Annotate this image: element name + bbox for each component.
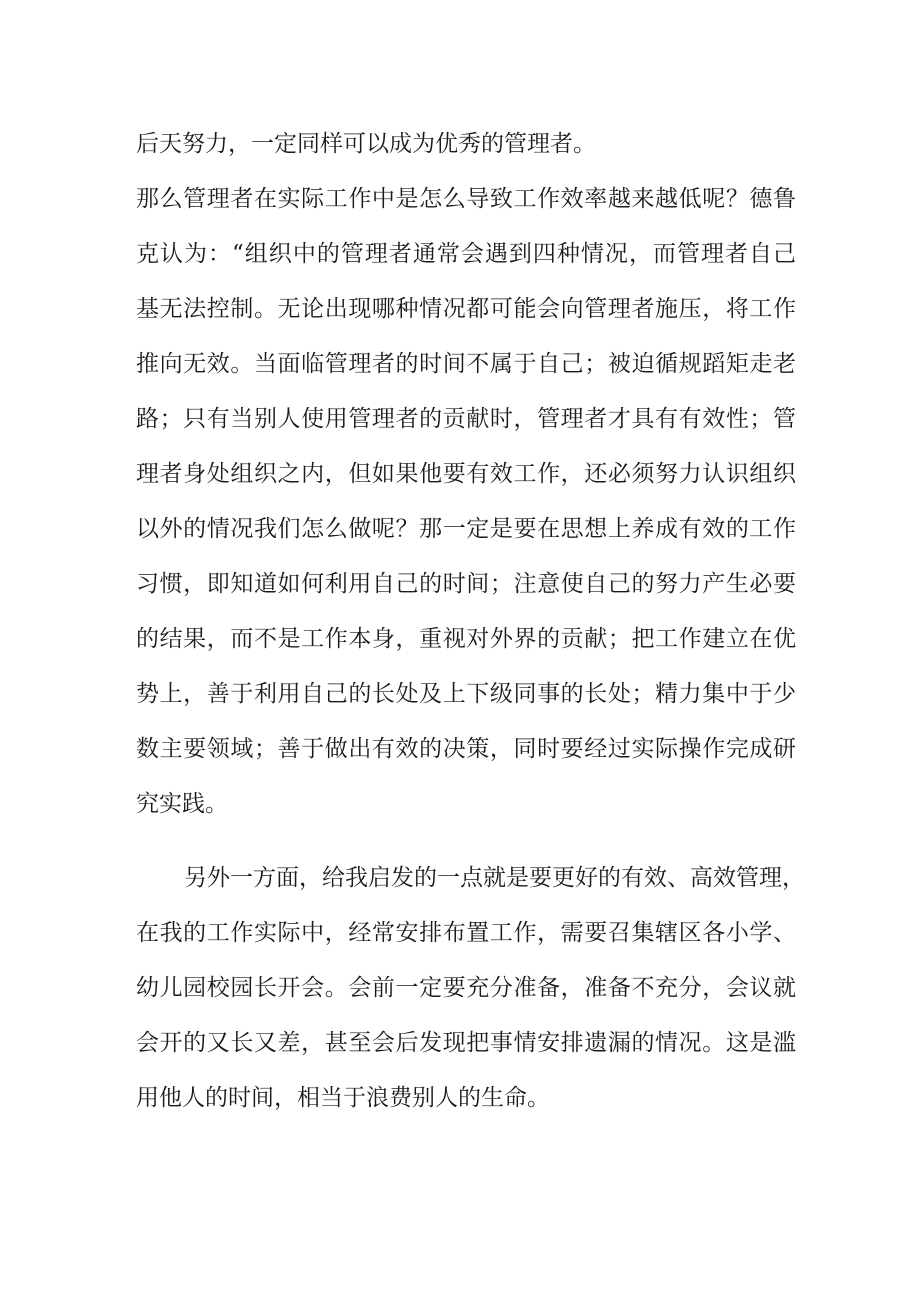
text-line-16: 幼儿园校园长开会。会前一定要充分准备，准备不充分，会议就 xyxy=(136,975,796,1001)
text-line-12: 数主要领域；善于做出有效的决策，同时要经过实际操作完成研 xyxy=(136,736,796,762)
text-line-10: 的结果，而不是工作本身，重视对外界的贡献；把工作建立在优 xyxy=(136,626,796,652)
text-line-2: 那么管理者在实际工作中是怎么导致工作效率越来越低呢？德鲁 xyxy=(136,186,796,212)
text-line-3: 克认为：“组织中的管理者通常会遇到四种情况，而管理者自己 xyxy=(136,241,796,267)
text-line-11: 势上，善于利用自己的长处及上下级同事的长处；精力集中于少 xyxy=(136,681,796,707)
text-line-1: 后天努力，一定同样可以成为优秀的管理者。 xyxy=(136,131,596,157)
text-line-8: 以外的情况我们怎么做呢？那一定是要在思想上养成有效的工作 xyxy=(136,516,796,542)
text-line-17: 会开的又长又差，甚至会后发现把事情安排遗漏的情况。这是滥 xyxy=(136,1030,796,1056)
text-line-7: 理者身处组织之内，但如果他要有效工作，还必须努力认识组织 xyxy=(136,461,796,487)
text-line-14: 另外一方面，给我启发的一点就是要更好的有效、高效管理， xyxy=(184,865,805,891)
text-line-18: 用他人的时间，相当于浪费别人的生命。 xyxy=(136,1085,550,1111)
text-line-9: 习惯，即知道如何利用自己的时间；注意使自己的努力产生必要 xyxy=(136,571,796,597)
text-line-6: 路；只有当别人使用管理者的贡献时，管理者才具有有效性；管 xyxy=(136,406,796,432)
text-line-4: 基无法控制。无论出现哪种情况都可能会向管理者施压，将工作 xyxy=(136,296,796,322)
text-line-13: 究实践。 xyxy=(136,791,228,817)
text-line-15: 在我的工作实际中，经常安排布置工作，需要召集辖区各小学、 xyxy=(136,920,796,946)
text-line-5: 推向无效。当面临管理者的时间不属于自己；被迫循规蹈矩走老 xyxy=(136,351,796,377)
